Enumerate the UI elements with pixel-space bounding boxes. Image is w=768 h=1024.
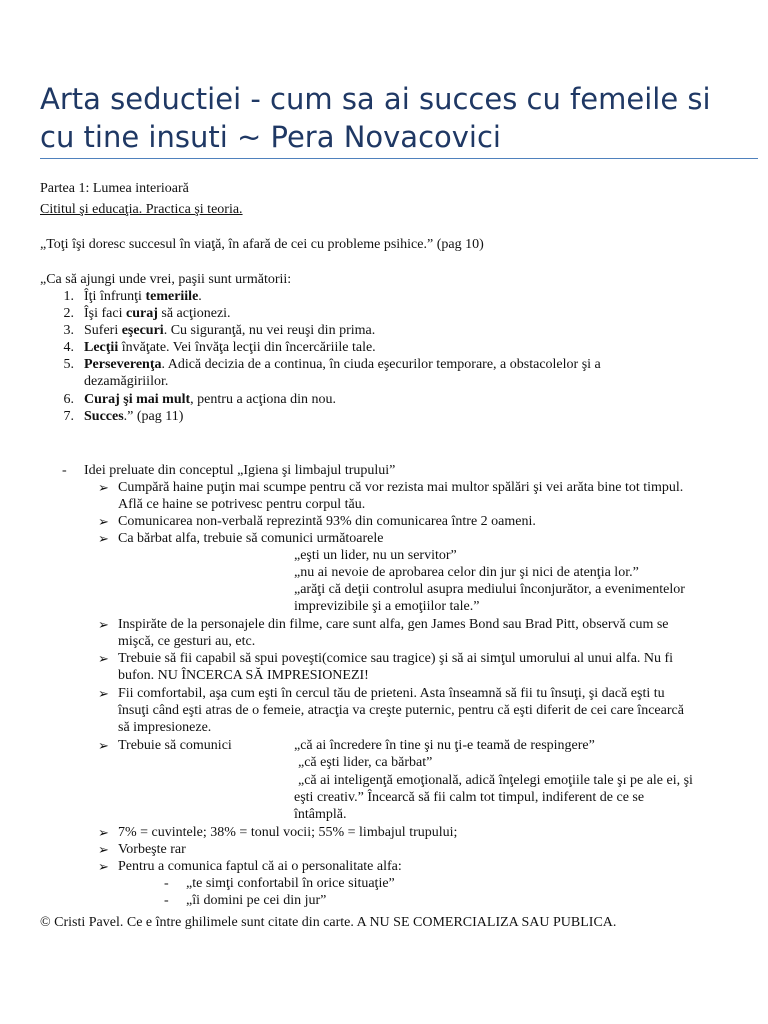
bullet-text: Trebuie să comunici xyxy=(118,738,232,753)
dash-bullet: - xyxy=(164,893,169,908)
bullet-text: Fii comfortabil, aşa cum eşti în cercul tău de prieteni. Asta înseamnă să fii tu însuţi, şi dacă eşti tu xyxy=(118,686,665,701)
bullet-text: Află ce haine se potrivesc pentru corpul tău. xyxy=(118,497,366,512)
step-number: 5. xyxy=(63,357,74,372)
step-number: 1. xyxy=(63,289,74,304)
list-item: Îţi înfrunţi temeriile. xyxy=(84,289,202,304)
step-number: 2. xyxy=(63,306,74,321)
sub-bullet-text: „arăţi că deţii controlul asupra mediului înconjurător, a evenimentelor xyxy=(294,582,685,597)
quote-success: „Toţi îşi doresc succesul în viaţă, în afară de cei cu probleme psihice.” (pag 10) xyxy=(40,237,484,252)
bullet-text: Pentru a comunica faptul că ai o personalitate alfa: xyxy=(118,859,402,874)
arrow-bullet-icon: ➢ xyxy=(98,825,109,840)
list-item: Suferi eşecuri. Cu siguranţă, nu vei reuşi din prima. xyxy=(84,323,376,338)
bullet-text: Trebuie să fii capabil să spui poveşti(comice sau tragice) şi să ai simţul umorului al unui alfa. Nu fi xyxy=(118,651,674,666)
steps-intro: „Ca să ajungi unde vrei, paşii sunt următorii: xyxy=(40,272,292,287)
arrow-bullet-icon: ➢ xyxy=(98,686,109,701)
title-divider xyxy=(40,158,758,159)
bullet-text: bufon. NU ÎNCERCA SĂ IMPRESIONEZI! xyxy=(118,668,369,683)
bullet-text: Cumpără haine puţin mai scumpe pentru că vor rezista mai multor spălări şi vei arăta bine tot timpul. xyxy=(118,480,684,495)
sub-bullet-text: „eşti un lider, nu un servitor” xyxy=(294,548,457,563)
arrow-bullet-icon: ➢ xyxy=(98,480,109,495)
bullet-text: Inspirăte de la personajele din filme, care sunt alfa, gen James Bond sau Brad Pitt, observă cum se xyxy=(118,617,669,632)
list-item: Perseverenţa. Adică decizia de a continua, în ciuda eşecurilor temporare, a obstacolelor şi a xyxy=(84,357,601,372)
sub-bullet-text: „că eşti lider, ca bărbat” xyxy=(298,755,433,770)
sub-bullet-text: „te simţi confortabil în orice situaţie” xyxy=(186,876,395,891)
arrow-bullet-icon: ➢ xyxy=(98,617,109,632)
arrow-bullet-icon: ➢ xyxy=(98,531,109,546)
bullet-text: Comunicarea non-verbală reprezintă 93% din comunicarea între 2 oameni. xyxy=(118,514,536,529)
arrow-bullet-icon: ➢ xyxy=(98,651,109,666)
dash-bullet: - xyxy=(164,876,169,891)
ideas-intro: Idei preluate din conceptul „Igiena şi limbajul trupului” xyxy=(84,463,396,478)
step-number: 3. xyxy=(63,323,74,338)
bullet-text: Vorbeşte rar xyxy=(118,842,186,857)
list-item: Lecţii învăţate. Vei învăţa lecţii din încercăriile tale. xyxy=(84,340,376,355)
arrow-bullet-icon: ➢ xyxy=(98,859,109,874)
part-heading: Partea 1: Lumea interioară xyxy=(40,181,189,196)
sub-bullet-text: „nu ai nevoie de aprobarea celor din jur şi nici de atenţia lor.” xyxy=(294,565,639,580)
footer-copyright: © Cristi Pavel. Ce e între ghilimele sunt citate din carte. A NU SE COMERCIALIZA SAU PUBLICA. xyxy=(40,915,617,930)
sub-bullet-text: „îi domini pe cei din jur” xyxy=(186,893,327,908)
bullet-text: Ca bărbat alfa, trebuie să comunici următoarele xyxy=(118,531,384,546)
sub-bullet-text: întâmplă. xyxy=(294,807,347,822)
list-item: Îşi faci curaj să acţionezi. xyxy=(84,306,231,321)
sub-bullet-text: imprevizibile şi a emoţiilor tale.” xyxy=(294,599,480,614)
bullet-text: însuţi când eşti atras de o femeie, atracţia va creşte puternic, pentru că eşti diferit de cei care încearcă xyxy=(118,703,684,718)
sub-bullet-text: eşti creativ.” Încearcă să fii calm tot timpul, indiferent de ce se xyxy=(294,790,645,805)
list-item-continuation: dezamăgiriilor. xyxy=(84,374,169,389)
arrow-bullet-icon: ➢ xyxy=(98,514,109,529)
dash-bullet: - xyxy=(62,463,67,478)
arrow-bullet-icon: ➢ xyxy=(98,738,109,753)
sub-bullet-text: „că ai inteligenţă emoţională, adică înţelegi emoţiile tale şi pe ale ei, şi xyxy=(298,773,693,788)
list-item: Curaj şi mai mult, pentru a acţiona din nou. xyxy=(84,392,336,407)
section-subtitle: Cititul şi educaţia. Practica şi teoria. xyxy=(40,202,243,217)
step-number: 7. xyxy=(63,409,74,424)
step-number: 4. xyxy=(63,340,74,355)
sub-bullet-text: „că ai încredere în tine şi nu ţi-e teamă de respingere” xyxy=(294,738,595,753)
page-title: Arta seductiei - cum sa ai succes cu femeile si cu tine insuti ~ Pera Novacovici xyxy=(40,82,711,154)
bullet-text: să impresioneze. xyxy=(118,720,212,735)
bullet-text: mişcă, ce gesturi au, etc. xyxy=(118,634,256,649)
list-item: Succes.” (pag 11) xyxy=(84,409,184,424)
arrow-bullet-icon: ➢ xyxy=(98,842,109,857)
bullet-text: 7% = cuvintele; 38% = tonul vocii; 55% = limbajul trupului; xyxy=(118,825,458,840)
step-number: 6. xyxy=(63,392,74,407)
